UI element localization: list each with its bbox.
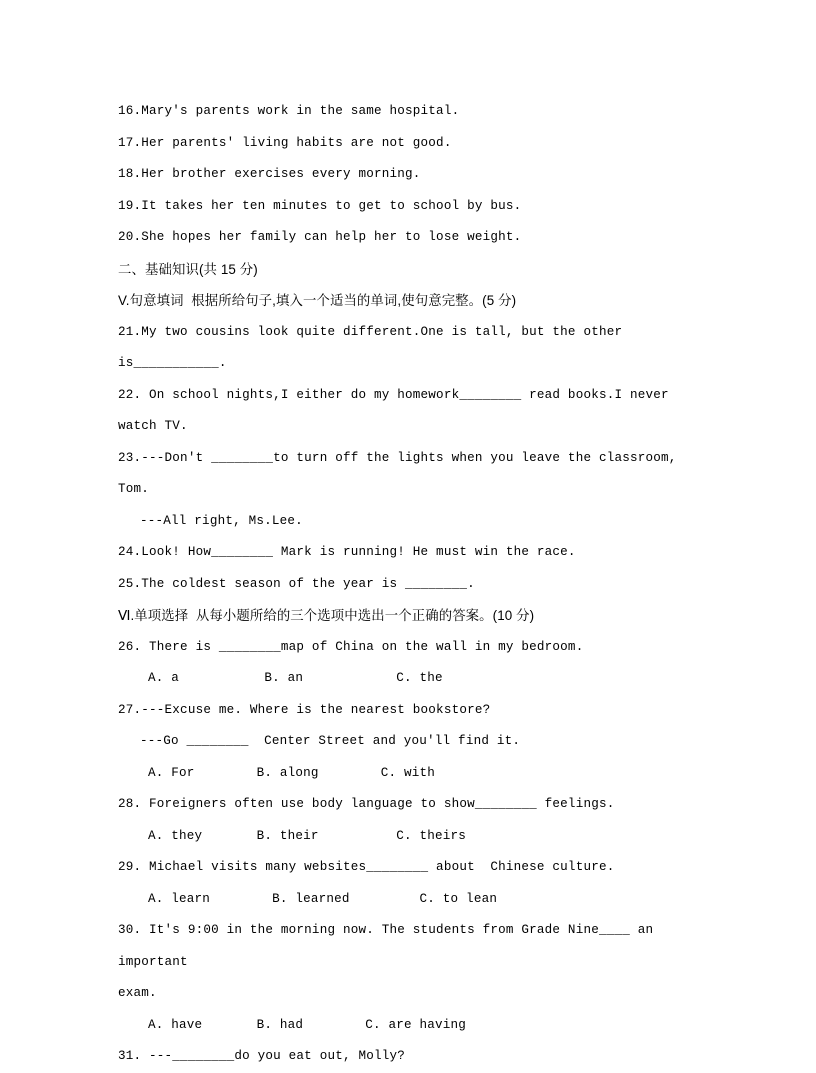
text-line-q30opts: A. have B. had C. are having bbox=[148, 1017, 467, 1032]
text-line-partV: V.句意填词 根据所给句子,填入一个适当的单词,使句意完整。(5 分) bbox=[118, 293, 517, 308]
text-line-l19: 19.It takes her ten minutes to get to school by bus. bbox=[118, 198, 522, 213]
text-line-q25: 25.The coldest season of the year is ________. bbox=[118, 576, 475, 591]
text-line-section2: 二、基础知识(共 15 分) bbox=[118, 261, 258, 277]
text-line-l17: 17.Her parents' living habits are not good. bbox=[118, 135, 452, 150]
text-line-q22: 22. On school nights,I either do my homework________ read books.I never watch TV. bbox=[118, 387, 677, 433]
text-line-q23: 23.---Don't ________to turn off the lights when you leave the classroom, Tom. bbox=[118, 450, 685, 496]
text-line-q29: 29. Michael visits many websites________ about Chinese culture. bbox=[118, 860, 615, 874]
text-line-q26: 26. There is ________map of China on the wall in my bedroom. bbox=[118, 639, 584, 654]
text-line-q31: 31. ---________do you eat out, Molly? bbox=[118, 1049, 406, 1063]
text-line-q24: 24.Look! How________ Mark is running! He must win the race. bbox=[118, 545, 576, 559]
text-line-l16: 16.Mary's parents work in the same hospital. bbox=[118, 104, 460, 118]
text-line-q27b: ---Go ________ Center Street and you'll find it. bbox=[140, 734, 521, 748]
document-body bbox=[118, 96, 704, 1073]
text-line-partVI: Ⅵ.单项选择 从每小题所给的三个选项中选出一个正确的答案。(10 分) bbox=[118, 608, 535, 623]
text-line-q30: 30. It's 9:00 in the morning now. The students from Grade Nine____ an important bbox=[118, 923, 662, 969]
text-line-l20: 20.She hopes her family can help her to lose weight. bbox=[118, 230, 522, 244]
text-line-q28: 28. Foreigners often use body language to show________ feelings. bbox=[118, 797, 615, 811]
text-line-q26opts: A. a B. an C. the bbox=[148, 671, 443, 685]
text-line-l18: 18.Her brother exercises every morning. bbox=[118, 167, 421, 181]
text-line-q30b: exam. bbox=[118, 986, 157, 1000]
text-line-q28opts: A. they B. their C. theirs bbox=[148, 828, 467, 843]
text-line-q27: 27.---Excuse me. Where is the nearest bookstore? bbox=[118, 702, 491, 717]
text-line-q29opts: A. learn B. learned C. to lean bbox=[148, 891, 498, 906]
text-line-q21: 21.My two cousins look quite different.One is tall, but the other is___________. bbox=[118, 324, 631, 370]
text-line-q23b: ---All right, Ms.Lee. bbox=[140, 513, 303, 528]
text-line-q27opts: A. For B. along C. with bbox=[148, 765, 436, 780]
